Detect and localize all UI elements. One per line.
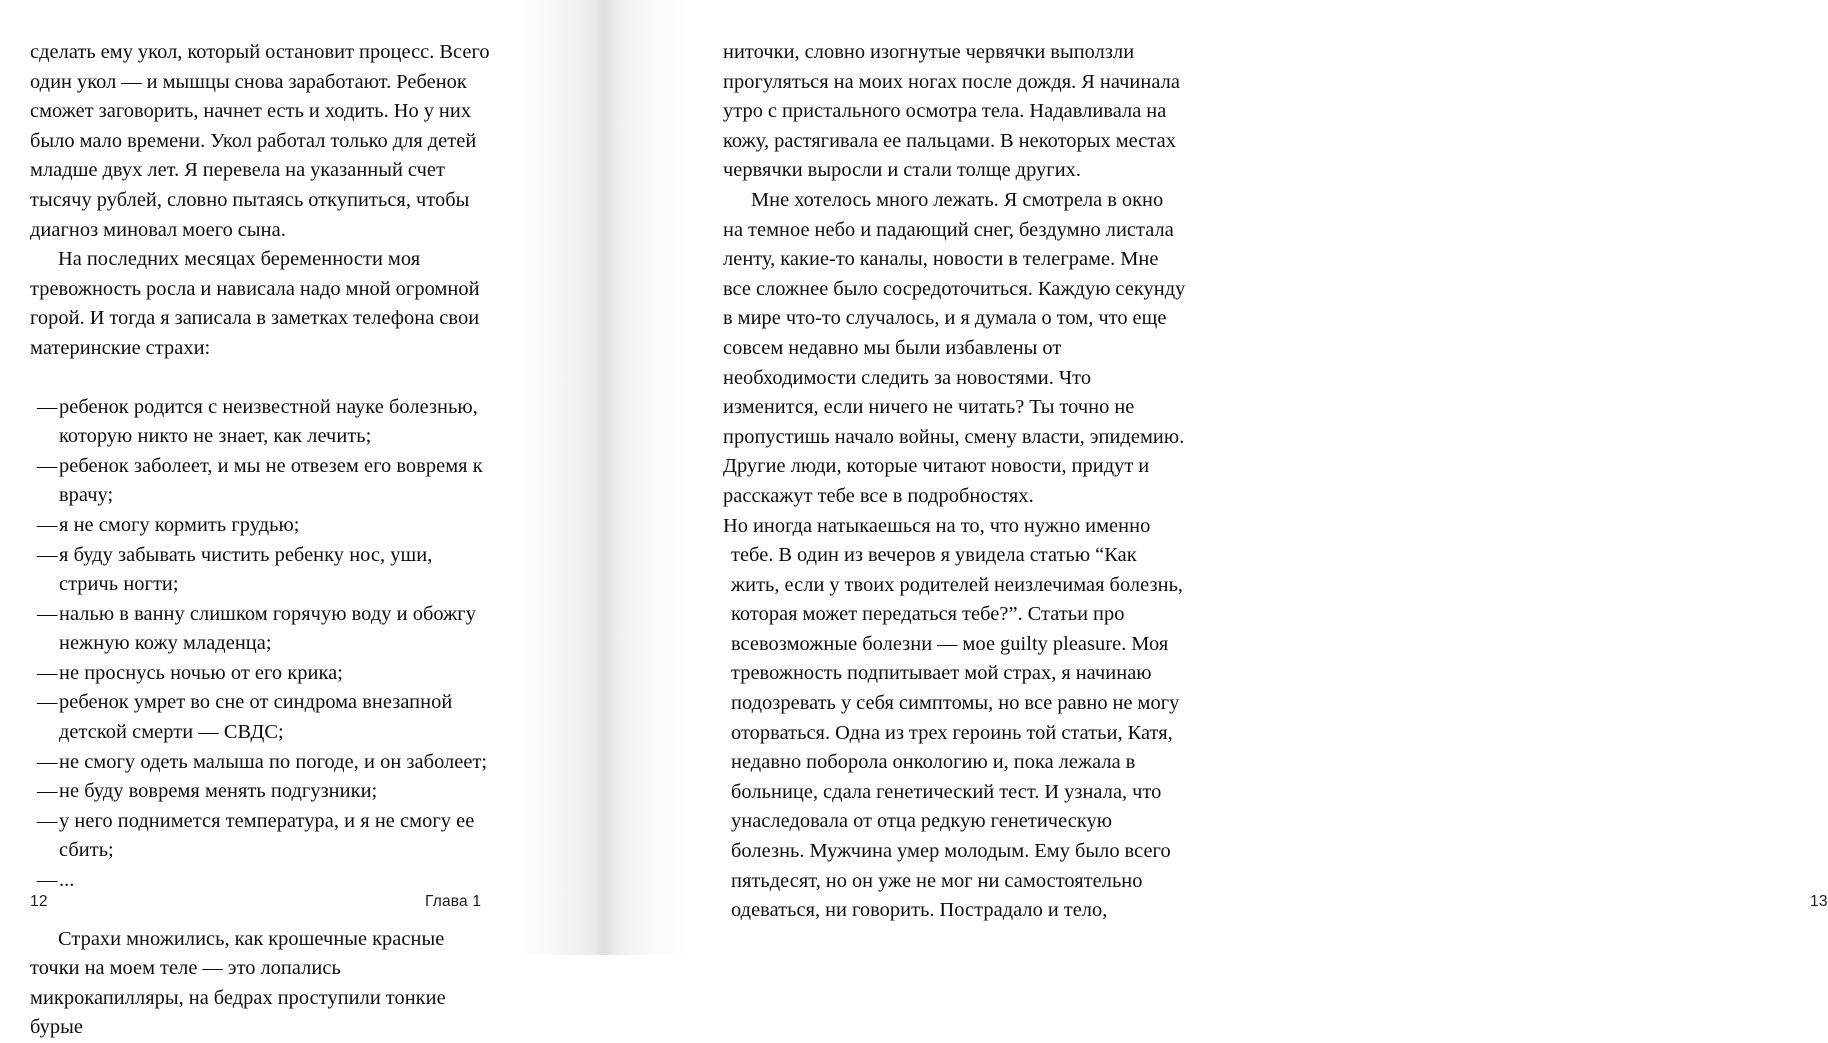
page-number-right: 13 xyxy=(1810,893,1828,910)
paragraph: сделать ему укол, который остановит процесс. Всего один укол — и мышцы снова заработают. Ребенок сможет заговорить, начнет есть и ходить. Но у них было мало времени. Укол работал только для детей младше двух лет. Я перевела на указанный счет тысячу рублей, словно пытаясь откупиться, чтобы диагноз миновал моего сына. xyxy=(30,41,490,241)
paragraph: Страхи множились, как крошечные красные точки на моем теле — это лопались микрокапилляры, на бедрах проступили тонкие бурые xyxy=(30,927,446,1039)
list-bullet-dash: — xyxy=(37,602,58,625)
list-item xyxy=(37,777,493,807)
list-item-text: налью в ванну слишком горячую воду и обожгу нежную кожу младенца; xyxy=(59,602,476,655)
list-bullet-dash: — xyxy=(37,661,58,684)
left-page-text-column xyxy=(30,38,493,1043)
list-item xyxy=(37,688,493,747)
list-item-text: ребенок умрет во сне от синдрома внезапной детской смерти — СВДС; xyxy=(59,691,453,744)
list-bullet-dash: — xyxy=(37,543,58,566)
paragraph: ниточки, словно изогнутые червячки выползли прогуляться на моих ногах после дождя. Я начинала утро с пристального осмотра тела. Надавливала на кожу, растягивала ее пальцами. В некоторых местах червячки выросли и стали толще других. xyxy=(723,41,1180,182)
list-item xyxy=(37,452,493,511)
list-item xyxy=(37,511,493,541)
list-bullet-dash: — xyxy=(37,780,58,803)
list-item xyxy=(37,600,493,659)
fear-list xyxy=(30,393,493,896)
book-spine-crease xyxy=(596,0,612,955)
list-item-text: не буду вовремя менять подгузники; xyxy=(59,780,378,803)
right-page-text-column xyxy=(723,38,1186,926)
page-number-left: 12 xyxy=(30,893,48,910)
paragraph: Мне хотелось много лежать. Я смотрела в окно на темное небо и падающий снег, бездумно листала ленту, какие-то каналы, новости в телеграме. Мне все сложнее было сосредоточиться. Каждую секунду в мире что-то случалось, и я думала о том, что еще совсем недавно мы были избавлены от необходимости следить за новостями. Что изменится, если ничего не читать? Ты точно не пропустишь начало войны, смену власти, эпидемию. Другие люди, которые читают новости, придут и расскажут тебе все в подробностях. xyxy=(723,188,1186,507)
chapter-label: Глава 1 xyxy=(425,893,482,910)
right-page-footer xyxy=(655,893,1828,955)
list-item xyxy=(37,748,493,778)
list-bullet-dash: — xyxy=(37,454,58,477)
list-item xyxy=(37,541,493,600)
list-item-text: не смогу одеть малыша по погоде, и он заболеет; xyxy=(59,750,488,773)
list-bullet-dash: — xyxy=(37,809,58,832)
paragraph: Но иногда натыкаешься на то, что нужно именно тебе. В один из вечеров я увидела статью “Как жить, если у твоих родителей неизлечимая болезнь, которая может передаться тебе?”. Статьи про всевозможные болезни — мое guilty pleasure. Моя тревожность подпитывает мой страх, я начинаю подозревать у себя симптомы, но все равно не могу оторваться. Одна из трех героинь той статьи, Катя, недавно поборола онкологию и, пока лежала в больнице, сдала генетический тест. И узнала, что унаследовала от отца редкую генетическую болезнь. Мужчина умер молодым. Ему было всего пятьдесят, но он уже не мог ни самостоятельно одеваться, ни говорить. Пострадало и тело, xyxy=(723,514,1184,922)
list-spacer-top xyxy=(30,364,493,393)
list-bullet-dash: — xyxy=(37,869,58,892)
list-bullet-dash: — xyxy=(37,691,58,714)
left-page-footer xyxy=(0,895,560,955)
list-item-text: ребенок заболеет, и мы не отвезем его вовремя к врачу; xyxy=(59,454,483,507)
list-bullet-dash: — xyxy=(37,395,58,418)
left-page xyxy=(0,0,560,1039)
list-bullet-dash: — xyxy=(37,513,58,536)
paragraph: На последних месяцах беременности моя тревожность росла и нависала надо мной огромной горой. И тогда я записала в заметках телефона свои материнские страхи: xyxy=(30,248,480,359)
list-bullet-dash: — xyxy=(37,750,58,773)
list-item-text: ... xyxy=(59,869,75,892)
list-item-text: я буду забывать чистить ребенку нос, уши, стричь ногти; xyxy=(59,543,433,596)
list-item-text: я не смогу кормить грудью; xyxy=(59,513,300,536)
right-page xyxy=(655,0,1828,955)
list-item xyxy=(37,659,493,689)
list-item xyxy=(37,393,493,452)
list-item-text: не проснусь ночью от его крика; xyxy=(59,661,343,684)
list-item xyxy=(37,866,493,896)
list-item-text: ребенок родится с неизвестной науке болезнью, которую никто не знает, как лечить; xyxy=(59,395,478,448)
list-item xyxy=(37,807,493,866)
list-item-text: у него поднимется температура, и я не смогу ее сбить; xyxy=(59,809,475,862)
